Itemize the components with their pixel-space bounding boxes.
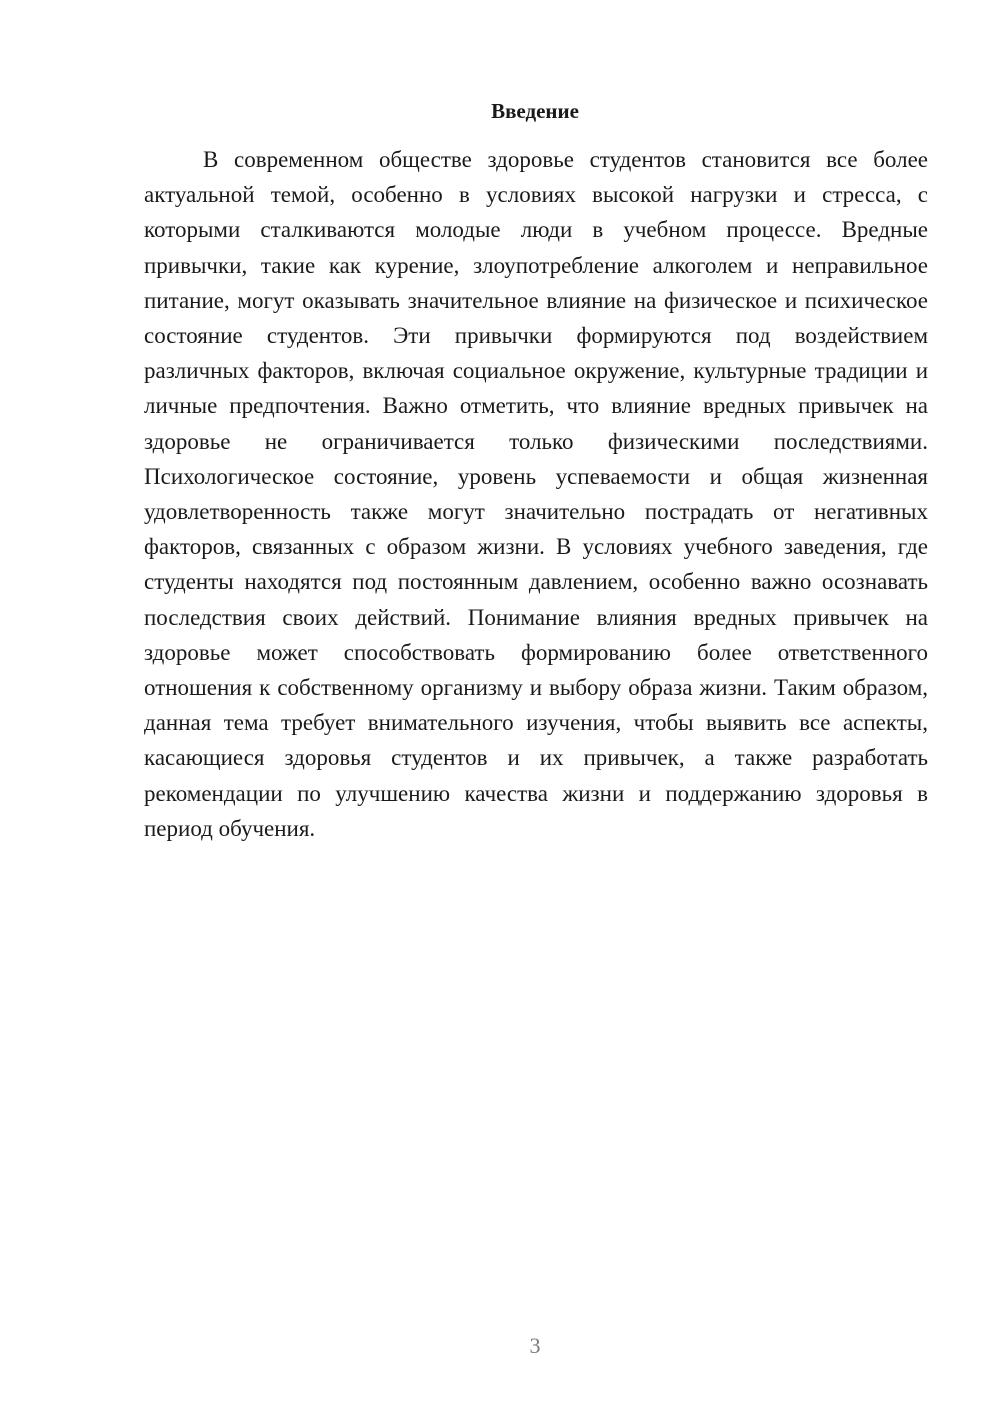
section-heading: Введение <box>491 99 579 123</box>
page-number: 3 <box>529 1333 541 1358</box>
introduction-paragraph: В современном обществе здоровье студентов становится все более актуальной темой, особенно в условиях высокой нагрузки и стресса, с которыми сталкиваются молодые люди в учебном процессе. Вредные привычки, такие как курение, злоупотребление алкоголем и неправильное питание, могут оказывать значительное влияние на физическое и психическое состояние студентов. Эти привычки формируются под воздействием различных факторов, включая социальное окружение, культурные традиции и личные предпочтения. Важно отметить, что влияние вредных привычек на здоровье не ограничивается только физическими последствиями. Психологическое состояние, уровень успеваемости и общая жизненная удовлетворенность также могут значительно пострадать от негативных факторов, связанных с образом жизни. В условиях учебного заведения, где студенты находятся под постоянным давлением, особенно важно осознавать последствия своих действий. Понимание влияния вредных привычек на здоровье может способствовать формированию более ответственного отношения к собственному организму и выбору образа жизни. Таким образом, данная тема требует внимательного изучения, чтобы выявить все аспекты, касающиеся здоровья студентов и их привычек, а также разработать рекомендации по улучшению качества жизни и поддержанию здоровья в период обучения. <box>144 147 928 841</box>
